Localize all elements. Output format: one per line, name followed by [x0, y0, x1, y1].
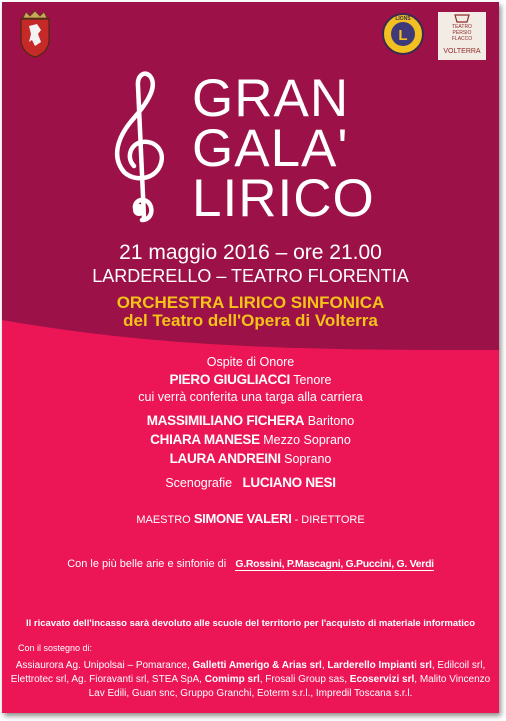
treble-clef-icon — [106, 68, 172, 228]
program-intro: Con le più belle arie e sinfonie di — [67, 558, 227, 570]
theatre-logo — [438, 12, 486, 60]
performer-name: LAURA ANDREINI — [169, 451, 281, 466]
conductor-prefix: MAESTRO — [136, 514, 191, 526]
program-composers: G.Rossini, P.Mascagni, G.Puccini, G. Verdi — [235, 558, 434, 570]
sponsor-text: Lav Edili, Guan snc, Gruppo Granchi, Eoterm s.r.l., Impredil Toscana s.r.l. — [88, 688, 413, 699]
title-line-1: GRAN — [192, 69, 350, 128]
guest-name: PIERO GIUGLIACCI — [169, 372, 290, 387]
orchestra-subtitle: del Teatro dell'Opera di Volterra — [123, 311, 378, 330]
title-line-2: GALA' — [192, 119, 349, 178]
performer-line — [2, 414, 499, 428]
sponsor-text: Ecoservizi srl — [349, 674, 415, 685]
sponsor-text: , Frosali Group sas, — [259, 674, 350, 685]
guest-role: Tenore — [293, 373, 332, 387]
performer-role: Mezzo Soprano — [263, 433, 351, 447]
theatre-logo-line-4: VOLTERRA — [443, 48, 481, 55]
program-line — [2, 559, 499, 570]
scenography-label: Scenografie — [165, 476, 233, 490]
sponsors-label: Con il sostegno di: — [18, 643, 93, 653]
theatre-logo-line-3: FLACCO — [451, 36, 473, 42]
event-venue: LARDERELLO – TEATRO FLORENTIA — [92, 266, 409, 286]
crest-logo — [17, 10, 53, 58]
sponsor-text: Galletti Amerigo & Arias srl — [192, 660, 322, 671]
sponsor-text: Elettrotec srl, Ag. Fioravanti srl, STEA SpA, — [10, 674, 205, 685]
sponsor-text: , Malito Vincenzo — [414, 674, 491, 685]
guest-note: cui verrà conferita una targa alla carriera — [138, 390, 363, 404]
event-date: 21 maggio 2016 – ore 21.00 — [119, 241, 382, 264]
theatre-logo-line-2: PERSIO — [452, 30, 472, 36]
performer-line — [2, 452, 499, 466]
performer-role: Soprano — [284, 452, 332, 466]
conductor-line — [2, 512, 499, 526]
conductor-name: SIMONE VALERI — [193, 511, 292, 526]
sponsor-text: Larderello Impianti srl — [327, 660, 432, 671]
lions-letter: L — [398, 27, 408, 44]
crest-crown — [23, 11, 47, 18]
lions-word: LIONS — [395, 16, 411, 22]
poster — [2, 2, 499, 713]
sponsors-line-3 — [2, 687, 499, 701]
sponsors-line-1 — [2, 659, 499, 673]
orchestra-name: ORCHESTRA LIRICO SINFONICA — [116, 293, 385, 312]
scenography-line — [2, 476, 499, 490]
performer-name: CHIARA MANESE — [150, 432, 260, 447]
sponsor-text: Assiaurora Ag. Unipolsai – Pomarance, — [15, 660, 193, 671]
theatre-mask-icon — [454, 14, 470, 24]
performer-name: MASSIMILIANO FICHERA — [146, 413, 305, 428]
scenography-name: LUCIANO NESI — [242, 475, 336, 490]
sponsor-text: , — [321, 660, 328, 671]
theatre-logo-line-1: TEATRO — [452, 24, 472, 30]
guest-line — [2, 373, 499, 387]
proceeds-note: Il ricavato dell'incasso sarà devoluto alle scuole del territorio per l'acquisto di materiale informatico — [25, 618, 476, 629]
guest-label: Ospite di Onore — [206, 355, 295, 369]
conductor-suffix: - DIRETTORE — [294, 514, 365, 526]
sponsors-line-2 — [2, 673, 499, 687]
sponsor-text: Comimp srl — [204, 674, 260, 685]
sponsor-text: , Edilcoil srl, — [431, 660, 486, 671]
lions-logo — [380, 12, 426, 56]
performer-line — [2, 433, 499, 447]
title-line-3: LIRICO — [192, 169, 375, 228]
performer-role: Baritono — [307, 414, 355, 428]
